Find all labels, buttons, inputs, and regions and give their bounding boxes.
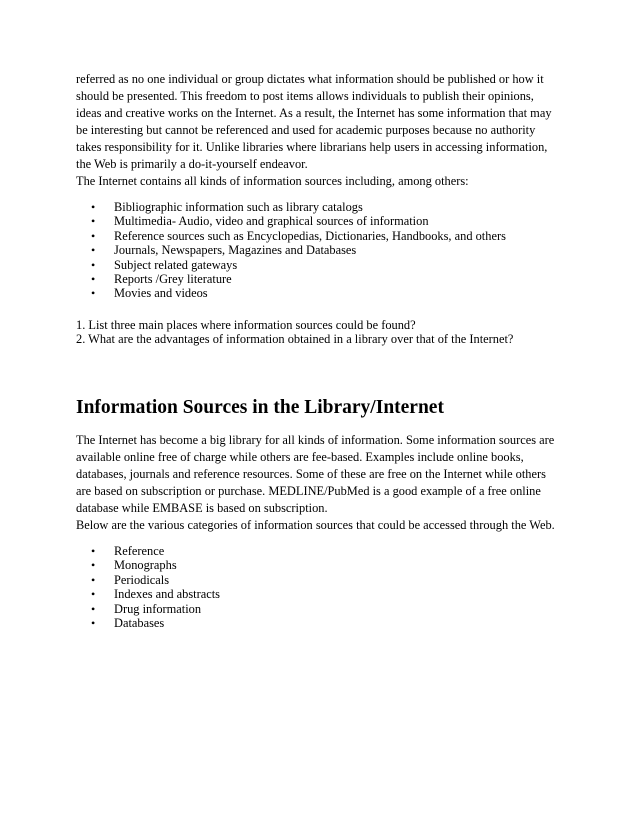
section-line: available online free of charge while others are fee-based. Examples include online books, (76, 450, 524, 465)
list-item (76, 214, 576, 228)
bullet-icon: • (91, 214, 96, 229)
bullet-icon: • (91, 544, 96, 559)
section-paragraph (76, 432, 576, 534)
list-item-text: Databases (114, 616, 165, 631)
list-item-text: Reports /Grey literature (114, 272, 232, 287)
list-item (76, 200, 576, 214)
list-item (76, 272, 576, 286)
bullet-icon: • (91, 587, 96, 602)
section-line: Below are the various categories of information sources that could be accessed through the Web. (76, 518, 555, 533)
intro-line: the Web is primarily a do-it-yourself endeavor. (76, 157, 308, 171)
list-item (76, 558, 576, 572)
bullet-icon: • (91, 228, 96, 243)
section-line: are based on subscription or purchase. MEDLINE/PubMed is a good example of a free online (76, 484, 541, 499)
intro-line: ideas and creative works on the Internet. As a result, the Internet has some information that may (76, 106, 552, 120)
intro-paragraph (76, 71, 576, 190)
list-item-text: Bibliographic information such as library catalogs (114, 200, 363, 214)
bullet-icon: • (91, 286, 96, 301)
question-1: 1. List three main places where information sources could be found? (76, 317, 416, 332)
list-item-text: Indexes and abstracts (114, 587, 220, 602)
list-item (76, 286, 576, 300)
internet-sources-list (76, 200, 576, 301)
list-item-text: Journals, Newspapers, Magazines and Databases (114, 243, 357, 258)
section-line: The Internet has become a big library for all kinds of information. Some information sources are (76, 433, 555, 448)
list-item (76, 602, 576, 616)
intro-line: should be presented. This freedom to post items allows individuals to publish their opinions, (76, 89, 534, 103)
list-item-text: Reference sources such as Encyclopedias, Dictionaries, Handbooks, and others (114, 228, 506, 243)
bullet-icon: • (91, 616, 96, 631)
bullet-icon: • (91, 572, 96, 587)
list-item-text: Reference (114, 544, 165, 559)
list-item-text: Movies and videos (114, 286, 208, 301)
intro-line: be interesting but cannot be referenced and used for academic purposes because no authority (76, 123, 536, 137)
list-item (76, 243, 576, 257)
list-item (76, 573, 576, 587)
list-item-text: Subject related gateways (114, 257, 238, 272)
list-item-text: Drug information (114, 601, 202, 616)
question-2: 2. What are the advantages of information obtained in a library over that of the Internet? (76, 332, 514, 347)
page-content (76, 71, 576, 630)
bullet-icon: • (91, 601, 96, 616)
list-item (76, 587, 576, 601)
list-item (76, 229, 576, 243)
list-item-text: Multimedia- Audio, video and graphical sources of information (114, 214, 429, 229)
bullet-icon: • (91, 257, 96, 272)
bullet-icon: • (91, 200, 96, 214)
web-categories-list (76, 544, 576, 630)
list-item (76, 258, 576, 272)
bullet-icon: • (91, 558, 96, 573)
intro-line: The Internet contains all kinds of information sources including, among others: (76, 174, 469, 188)
intro-line: referred as no one individual or group dictates what information should be published or how it (76, 72, 544, 86)
review-questions (76, 318, 576, 347)
bullet-icon: • (91, 243, 96, 258)
intro-line: takes responsibility for it. Unlike libraries where librarians help users in accessing information, (76, 140, 548, 154)
section-line: database while EMBASE is based on subscription. (76, 501, 328, 516)
list-item-text: Monographs (114, 558, 177, 573)
section-heading: Information Sources in the Library/Internet (76, 397, 444, 419)
section-line: databases, journals and reference resources. Some of these are free on the Internet while others (76, 467, 546, 482)
bullet-icon: • (91, 272, 96, 287)
list-item-text: Periodicals (114, 572, 170, 587)
list-item (76, 616, 576, 630)
list-item (76, 544, 576, 558)
